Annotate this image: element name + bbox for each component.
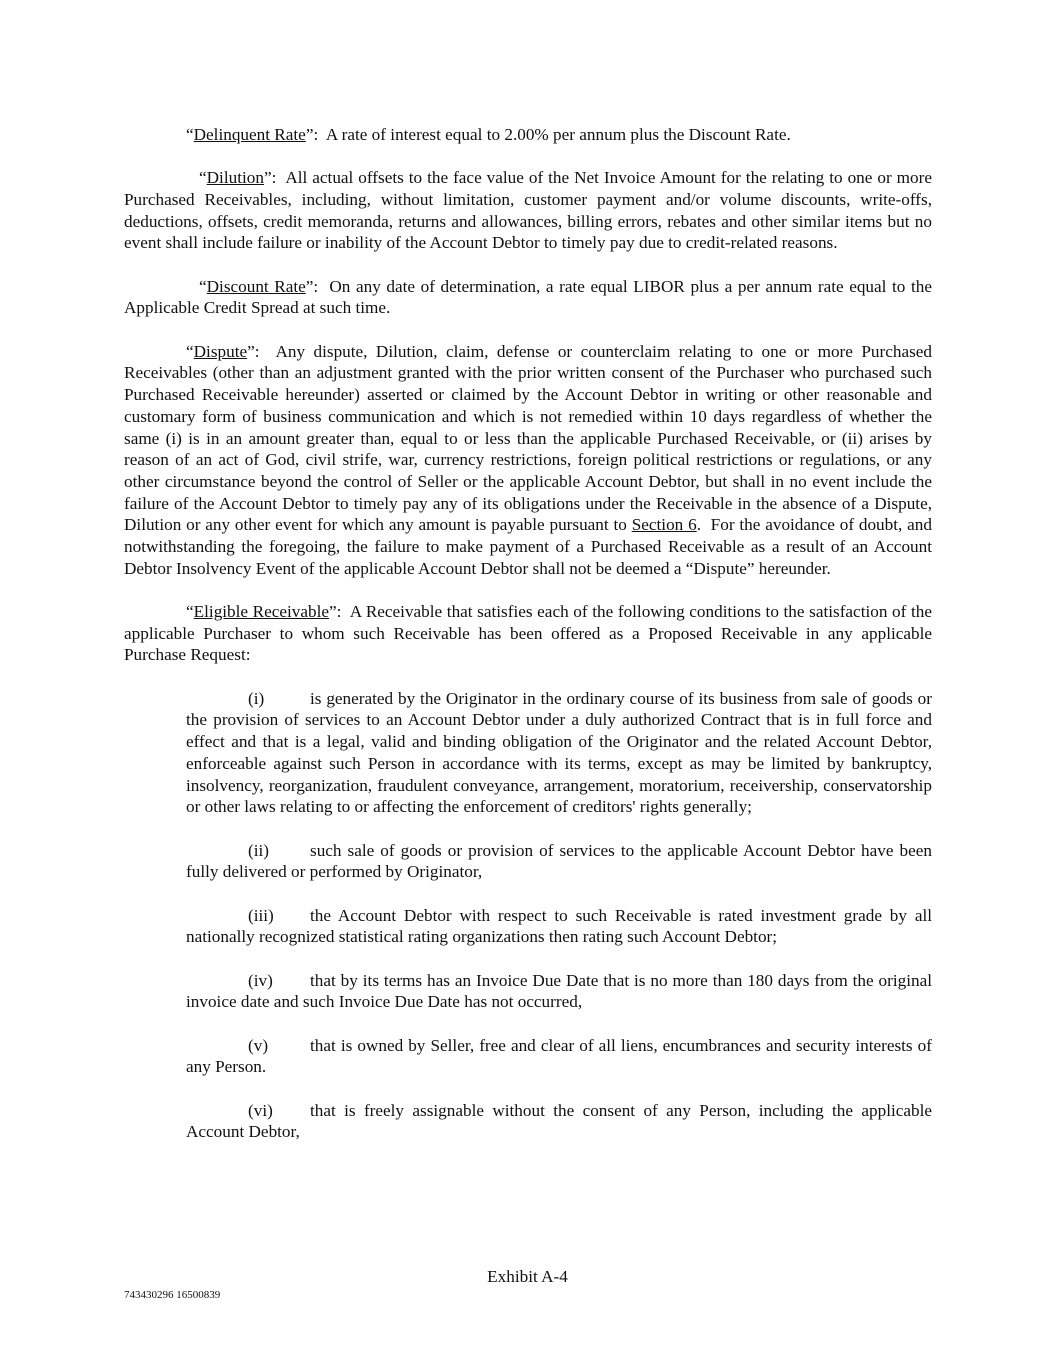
condition-item bbox=[186, 688, 932, 818]
condition-item bbox=[186, 970, 932, 1013]
defined-term: Dispute bbox=[193, 341, 248, 361]
condition-item bbox=[186, 1035, 932, 1078]
condition-item bbox=[186, 905, 932, 948]
close-quote: ”: bbox=[305, 276, 319, 296]
condition-number: (v) bbox=[248, 1035, 269, 1055]
close-quote: ”: bbox=[247, 341, 260, 361]
condition-number: (ii) bbox=[248, 840, 269, 860]
defined-term: Delinquent Rate bbox=[193, 125, 306, 144]
open-quote: “ bbox=[186, 125, 194, 144]
defined-term: Eligible Receivable bbox=[193, 602, 330, 622]
definition-body: All actual offsets to the face value of the Net Invoice Amount for the relating to one or more Purchased Receivables, including, without limitation, customer payment and/or volume discounts, write-offs, deductions, offsets, credit memoranda, returns and allowances, billing errors, rebates and other similar items but no event shall include failure or inability of the Account Debtor to timely pay due to credit-related reasons. bbox=[124, 168, 937, 253]
document-id: 743430296 16500839 bbox=[124, 1289, 221, 1301]
definition-dispute bbox=[124, 341, 937, 580]
section-reference: Section 6 bbox=[631, 515, 697, 535]
open-quote: “ bbox=[186, 602, 194, 622]
exhibit-label: Exhibit A-4 bbox=[487, 1267, 568, 1286]
document-page bbox=[124, 124, 937, 1165]
defined-term: Dilution bbox=[206, 168, 264, 188]
definition-body: On any date of determination, a rate equal LIBOR plus a per annum rate equal to the Applicable Credit Spread at such time. bbox=[124, 276, 936, 318]
definition-dilution bbox=[124, 167, 937, 254]
close-quote: ”: bbox=[263, 168, 277, 188]
definition-body: A rate of interest equal to 2.00% per annum plus the Discount Rate. bbox=[318, 125, 791, 144]
condition-item bbox=[186, 1100, 932, 1143]
condition-text: that is owned by Seller, free and clear of all liens, encumbrances and security interests of any Person. bbox=[186, 1035, 932, 1077]
defined-term: Discount Rate bbox=[206, 276, 306, 296]
condition-text: is generated by the Originator in the ordinary course of its business from sale of goods or the provision of services to an Account Debtor under a duly authorized Contract that is in full force and effect and that is a legal, valid and binding obligation of the Originator and the related Account Debtor, enforceable against such Person in accordance with its terms, except as may be limited by bankruptcy, insolvency, reorganization, fraudulent conveyance, arrangement, moratorium, receivership, conservatorship or other laws relating to or affecting the enforcement of creditors' rights generally; bbox=[186, 688, 932, 817]
condition-number: (iv) bbox=[248, 970, 273, 990]
definition-eligible-receivable bbox=[124, 601, 937, 666]
open-quote: “ bbox=[186, 341, 194, 361]
open-quote: “ bbox=[199, 276, 207, 296]
definition-body-continued: . For the avoidance of doubt, and notwithstanding the foregoing, the failure to make payment of a Purchased Receivable as a result of an Account Debtor Insolvency Event of the applicable Account Debtor shall not be deemed a “Dispute” hereunder. bbox=[124, 515, 937, 578]
definition-body: Any dispute, Dilution, claim, defense or counterclaim relating to one or more Purchased Receivables (other than an adjustment granted with the prior written consent of the Purchaser who purchased such Purchased Receivable hereunder) asserted or claimed by the Account Debtor in writing or other reasonable and customary form of business communication and which is not remedied within 10 days regardless of whether the same (i) is in an amount greater than, equal to or less than the applicable Purchased Receivable, or (ii) arises by reason of an act of God, civil strife, war, currency restrictions, foreign political restrictions or regulations, or any other circumstance beyond the control of Seller or the applicable Account Debtor, but shall in no event include the failure of the Account Debtor to timely pay any of its obligations under the Receivable in the absence of a Dispute, Dilution or any other event for which any amount is payable pursuant to bbox=[124, 341, 937, 535]
condition-text: such sale of goods or provision of services to the applicable Account Debtor have been fully delivered or performed by Originator, bbox=[186, 840, 932, 882]
condition-text: that by its terms has an Invoice Due Date that is no more than 180 days from the original invoice date and such Invoice Due Date has not occurred, bbox=[186, 970, 932, 1012]
condition-item bbox=[186, 840, 932, 883]
condition-text: the Account Debtor with respect to such Receivable is rated investment grade by all nationally recognized statistical rating organizations then rating such Account Debtor; bbox=[186, 905, 932, 947]
condition-number: (iii) bbox=[248, 905, 274, 925]
condition-number: (vi) bbox=[248, 1100, 273, 1120]
close-quote: ”: bbox=[329, 602, 342, 622]
open-quote: “ bbox=[199, 168, 207, 188]
definition-delinquent-rate bbox=[124, 124, 932, 146]
close-quote: ”: bbox=[305, 125, 319, 144]
definition-body: A Receivable that satisfies each of the following conditions to the satisfaction of the applicable Purchaser to whom such Receivable has been offered as a Proposed Receivable in any applicable Purchase Request: bbox=[124, 602, 937, 665]
definition-discount-rate bbox=[124, 276, 936, 319]
condition-text: that is freely assignable without the consent of any Person, including the applicable Account Debtor, bbox=[186, 1100, 932, 1142]
condition-number: (i) bbox=[248, 688, 265, 708]
